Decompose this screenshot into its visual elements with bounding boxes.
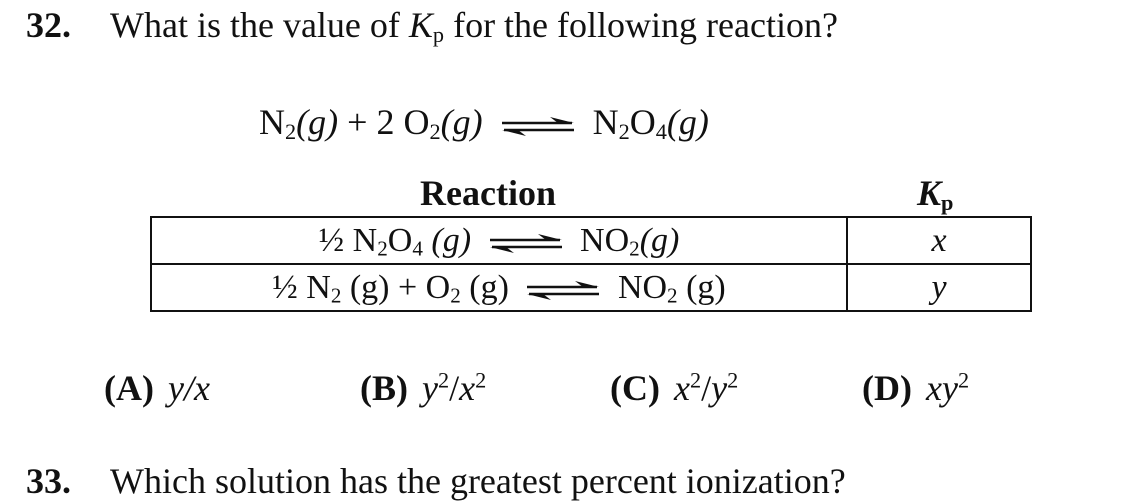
header-kp-subscript: p [941,189,954,215]
question-32-stem [26,4,838,46]
choice-separator: / [701,368,712,408]
kp-cell: x [847,217,1031,264]
row1-right-phase: (g) [639,221,680,259]
question-text: Which solution has the greatest percent ionization? [110,461,846,501]
equilibrium-arrow-icon [486,232,566,254]
question-33-stem [26,460,846,502]
choice-base-1: x [673,368,690,408]
kp-subscript: p [432,21,445,47]
question-text-start: What is the value of [110,5,409,45]
row1-right-a: NO [580,221,630,259]
choice-d[interactable] [862,367,969,409]
choice-exp-2: 2 [475,367,487,393]
choice-exp-1: 2 [437,367,450,393]
equilibrium-arrow-icon [523,279,603,301]
reaction-cell [151,217,847,264]
row2-left-phase: (g) [460,268,509,306]
choice-label: (D) [862,368,912,408]
question-text-end: for the following reaction? [444,5,838,45]
kp-symbol: K [408,5,433,45]
choice-exp-1: 2 [689,367,702,393]
product-phase: (g) [666,102,709,142]
row2-right-sub: 2 [667,283,678,308]
main-equation [259,101,709,143]
choice-answer: y/x [167,368,210,408]
kp-cell: y [847,264,1031,311]
choice-base-2: x [459,368,476,408]
reactant-o: + 2 O [338,102,430,142]
row2-left-b: (g) + O [341,268,451,306]
row2-left-sub-a: 2 [330,283,342,308]
header-kp-symbol: K [917,173,942,213]
reactant-o-phase: (g) [440,102,483,142]
table-row [151,264,1031,311]
reaction-table [150,216,1032,312]
choice-label: (A) [104,368,154,408]
row2-left-sub-b: 2 [450,283,461,308]
choice-base-2: y [711,368,728,408]
reactant-n-subscript: 2 [285,118,297,144]
product-o-subscript: 4 [655,118,667,144]
choice-exp-1: 2 [957,367,970,393]
choice-base-1: xy [925,368,958,408]
row1-right-sub: 2 [629,236,640,261]
product-n-subscript: 2 [618,118,630,144]
question-number: 32. [26,5,71,45]
reactant-n-phase: (g) [296,102,339,142]
table-header-reaction: Reaction [420,173,556,213]
product-o: O [629,102,656,142]
reactant-n: N [259,102,285,142]
choice-base-1: y [422,368,438,408]
reactant-o-subscript: 2 [429,118,441,144]
table-row [151,217,1031,264]
row2-right-phase: (g) [677,268,726,306]
row1-left-sub-b: 4 [412,236,423,261]
choice-exp-2: 2 [727,367,739,393]
choice-b[interactable] [360,367,486,409]
row1-left-b: O [387,221,413,259]
row1-left-phase: (g) [422,221,472,259]
choice-label: (B) [360,368,408,408]
question-number: 33. [26,461,71,501]
row1-left-sub-a: 2 [377,236,388,261]
row2-right-a: NO [617,268,668,306]
reaction-cell [151,264,847,311]
choice-label: (C) [610,368,660,408]
choice-separator: / [449,368,460,408]
choice-c[interactable] [610,367,738,409]
row1-left-a: ½ N [318,221,378,259]
choice-a[interactable] [104,367,210,409]
equilibrium-arrow-icon [498,115,578,137]
table-header-kp [917,172,953,214]
product-n: N [592,102,619,142]
row2-left-a: ½ N [272,268,331,306]
